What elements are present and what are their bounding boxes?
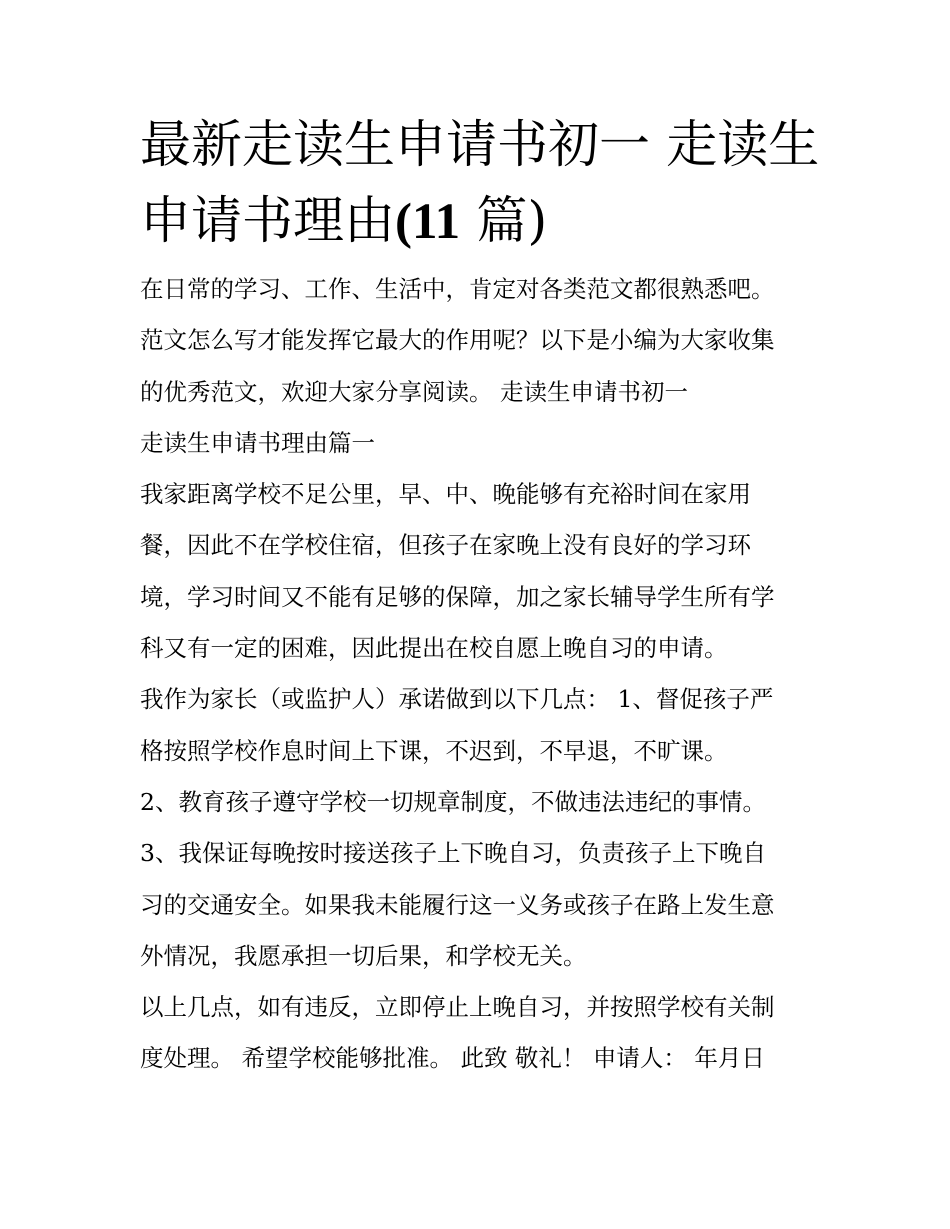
body-line: 2、教育孩子遵守学校一切规章制度，不做违法违纪的事情。 (140, 787, 766, 816)
body-line: 度处理。 希望学校能够批准。 此致 敬礼！ 申请人： 年月日 (140, 1044, 765, 1073)
title-text: 最新走读生申请书初一 走读生申请书理由 (140, 116, 820, 251)
body-line: 科又有一定的困难，因此提出在校自愿上晚自习的申请。 (140, 634, 728, 663)
body-line: 3、我保证每晚按时接送孩子上下晚自习，负责孩子上下晚自 (140, 839, 766, 868)
body-line: 以上几点，如有违反，立即停止上晚自习，并按照学校有关制 (140, 993, 775, 1022)
body-line: 餐，因此不在学校住宿，但孩子在家晚上没有良好的学习环 (140, 531, 751, 560)
document-body (140, 264, 820, 1085)
title-suffix: 篇) (460, 192, 548, 251)
body-line: 的优秀范文，欢迎大家分享阅读。 走读生申请书初一 (140, 377, 688, 406)
body-line: 我作为家长（或监护人）承诺做到以下几点： 1、督促孩子严 (140, 685, 774, 714)
body-line: 范文怎么写才能发挥它最大的作用呢？以下是小编为大家收集 (140, 326, 775, 355)
body-line: 我家距离学校不足公里，早、中、晚能够有充裕时间在家用 (140, 480, 751, 509)
title-count: (11 (395, 194, 461, 250)
body-line: 格按照学校作息时间上下课，不迟到，不早退，不旷课。 (140, 736, 728, 765)
section-heading: 走读生申请书理由篇一 (140, 428, 375, 457)
document-page (140, 108, 820, 1085)
body-line: 习的交通安全。如果我未能履行这一义务或孩子在路上发生意 (140, 890, 775, 919)
document-title (140, 108, 820, 260)
body-line: 外情况，我愿承担一切后果，和学校无关。 (140, 941, 587, 970)
body-line: 境，学习时间又不能有足够的保障，加之家长辅导学生所有学 (140, 582, 775, 611)
body-line: 在日常的学习、工作、生活中，肯定对各类范文都很熟悉吧。 (140, 275, 775, 303)
